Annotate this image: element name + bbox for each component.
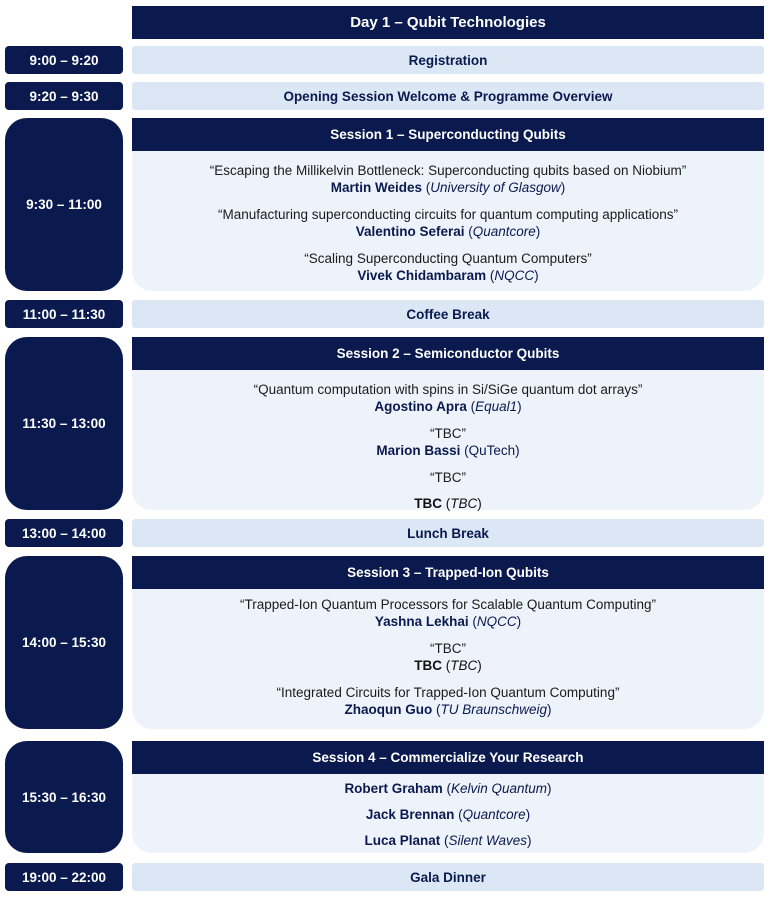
time-slot: 13:00 – 14:00 <box>5 519 123 547</box>
speaker-affiliation: TU Braunschweig <box>440 702 548 717</box>
session-title: Session 4 – Commercialize Your Research <box>132 741 764 774</box>
event-gala-dinner: Gala Dinner <box>132 863 764 891</box>
session-title: Session 2 – Semiconductor Qubits <box>132 337 764 370</box>
talk: “TBC” TBC (TBC) <box>132 469 764 512</box>
talk-title: “TBC” <box>430 470 466 485</box>
talk: “Quantum computation with spins in Si/SiGe quantum dot arrays” Agostino Apra (Equal1) <box>132 381 764 415</box>
speaker-name: TBC <box>414 658 442 673</box>
talk-title: “Trapped-Ion Quantum Processors for Scalable Quantum Computing” <box>240 597 656 612</box>
session-3 <box>132 556 764 729</box>
talk: “Manufacturing superconducting circuits for quantum computing applications” Valentino Seferai (Quantcore) <box>132 206 764 240</box>
event-registration: Registration <box>132 46 764 74</box>
speaker-affiliation: NQCC <box>494 268 535 283</box>
session-4 <box>132 741 764 853</box>
speaker-name: Robert Graham <box>344 781 443 796</box>
speaker-affiliation: Quantcore <box>462 807 526 822</box>
speaker-affiliation: NQCC <box>476 614 517 629</box>
talk: “TBC” Marion Bassi (QuTech) <box>132 425 764 459</box>
talk: “Trapped-Ion Quantum Processors for Scalable Quantum Computing” Yashna Lekhai (NQCC) <box>132 596 764 630</box>
talk-title: “Integrated Circuits for Trapped-Ion Quantum Computing” <box>276 685 620 700</box>
time-slot: 9:20 – 9:30 <box>5 82 123 110</box>
speaker-affiliation: TBC <box>450 658 478 673</box>
speaker-name: TBC <box>414 496 442 511</box>
speaker: Jack Brennan (Quantcore) <box>365 807 531 822</box>
speaker-affiliation: TBC <box>450 496 478 511</box>
speaker-name: Marion Bassi <box>376 443 461 458</box>
speaker-affiliation: Kelvin Quantum <box>450 781 548 796</box>
speaker-name: Agostino Apra <box>374 399 467 414</box>
speaker-name: Yashna Lekhai <box>374 614 469 629</box>
session-title: Session 1 – Superconducting Qubits <box>132 118 764 151</box>
speaker-affiliation: QuTech <box>468 443 516 458</box>
time-slot: 15:30 – 16:30 <box>5 741 123 853</box>
speaker-affiliation: Equal1 <box>475 399 518 414</box>
time-slot: 11:30 – 13:00 <box>5 337 123 510</box>
speaker-name: Vivek Chidambaram <box>357 268 487 283</box>
talk: “Escaping the Millikelvin Bottleneck: Superconducting qubits based on Niobium” Martin Weides (University of Glasgow) <box>132 162 764 196</box>
time-slot: 9:30 – 11:00 <box>5 118 123 291</box>
speaker-affiliation: University of Glasgow <box>430 180 561 195</box>
talk-title: “Quantum computation with spins in Si/SiGe quantum dot arrays” <box>253 382 643 397</box>
day-title: Day 1 – Qubit Technologies <box>132 6 764 39</box>
event-coffee-break: Coffee Break <box>132 300 764 328</box>
talk-title: “TBC” <box>430 641 466 656</box>
time-slot: 19:00 – 22:00 <box>5 863 123 891</box>
speaker-affiliation: Silent Waves <box>448 833 528 848</box>
speaker: Luca Planat (Silent Waves) <box>364 833 532 848</box>
talk: “TBC” TBC (TBC) <box>132 640 764 674</box>
talk-title: “Manufacturing superconducting circuits for quantum computing applications” <box>218 207 678 222</box>
time-slot: 9:00 – 9:20 <box>5 46 123 74</box>
session-title: Session 3 – Trapped-Ion Qubits <box>132 556 764 589</box>
session-1 <box>132 118 764 291</box>
event-opening-session: Opening Session Welcome & Programme Overview <box>132 82 764 110</box>
talk-title: “Escaping the Millikelvin Bottleneck: Superconducting qubits based on Niobium” <box>209 163 687 178</box>
speaker-name: Zhaoqun Guo <box>344 702 433 717</box>
speaker-affiliation: Quantcore <box>472 224 536 239</box>
speaker-name: Valentino Seferai <box>355 224 465 239</box>
talk: “Integrated Circuits for Trapped-Ion Quantum Computing” Zhaoqun Guo (TU Braunschweig) <box>132 684 764 718</box>
speaker: Robert Graham (Kelvin Quantum) <box>344 781 552 796</box>
session-2 <box>132 337 764 510</box>
speaker-name: Jack Brennan <box>365 807 455 822</box>
speaker-name: Luca Planat <box>364 833 441 848</box>
talk-title: “Scaling Superconducting Quantum Computers” <box>304 251 592 266</box>
time-slot: 14:00 – 15:30 <box>5 556 123 729</box>
talk: “Scaling Superconducting Quantum Computers” Vivek Chidambaram (NQCC) <box>132 250 764 284</box>
talk-title: “TBC” <box>430 426 466 441</box>
speaker-name: Martin Weides <box>330 180 422 195</box>
time-slot: 11:00 – 11:30 <box>5 300 123 328</box>
event-lunch-break: Lunch Break <box>132 519 764 547</box>
